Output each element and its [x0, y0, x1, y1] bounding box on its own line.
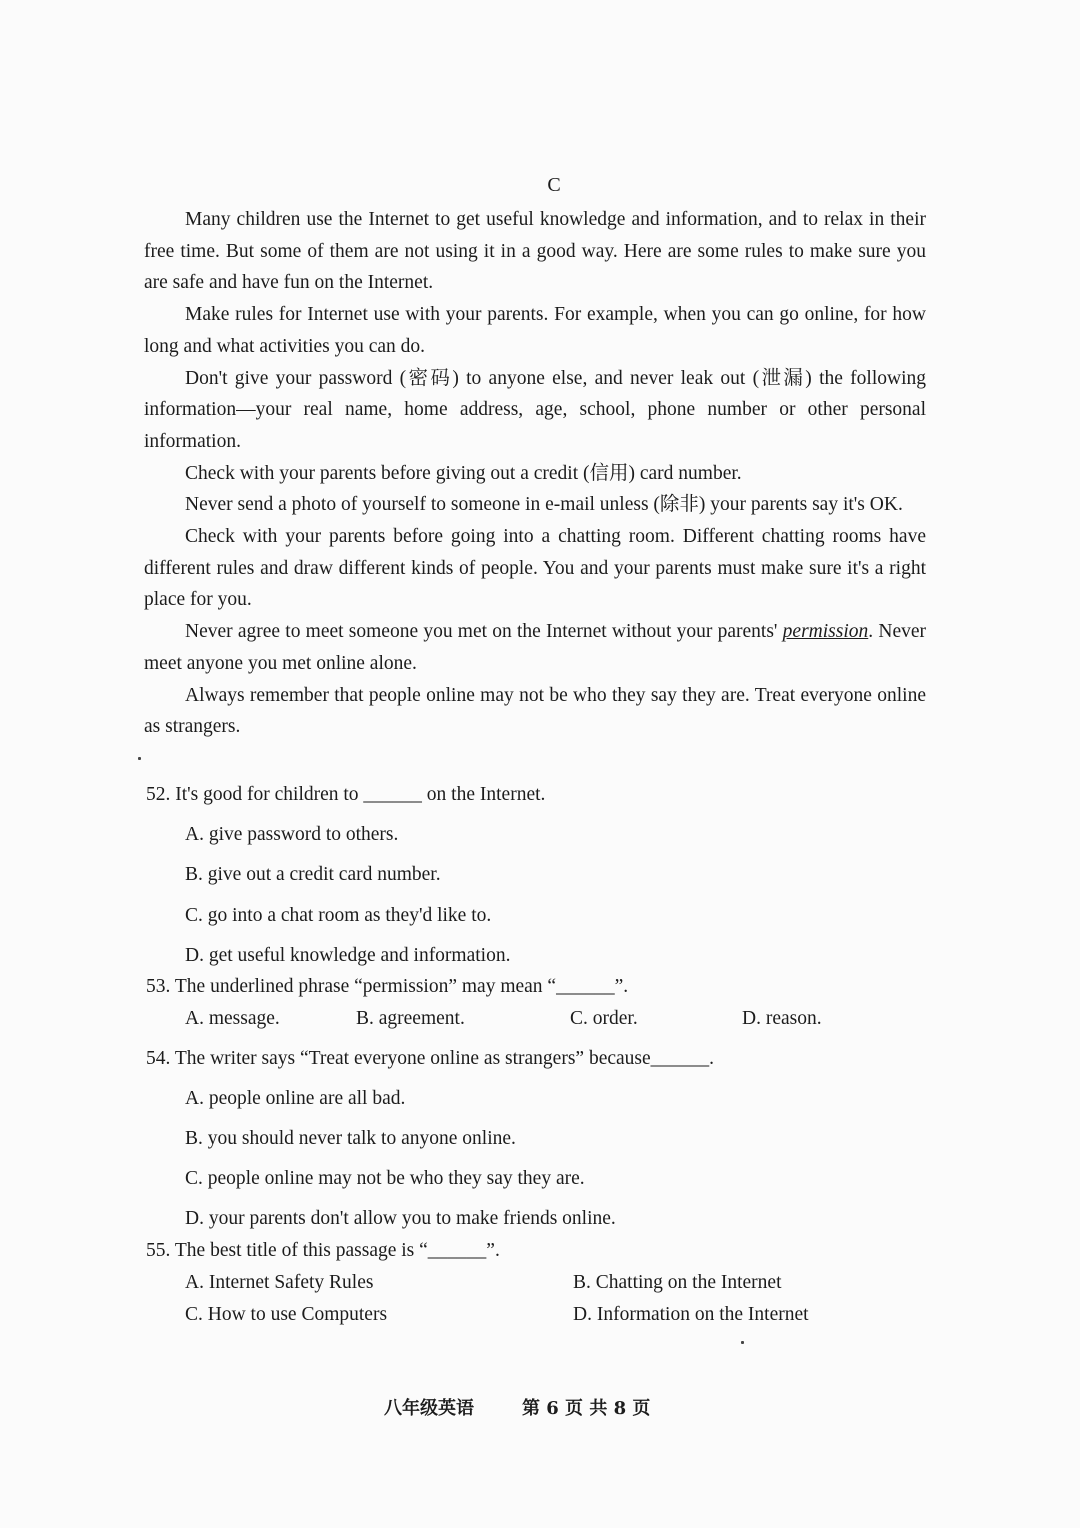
- section-heading: C: [547, 174, 561, 196]
- passage-paragraph-4: Check with your parents before giving out a credit (信用) card number.: [185, 462, 742, 484]
- question-53-stem: 53. The underlined phrase “permission” may mean “______”.: [146, 976, 629, 997]
- question-52-option-b: B. give out a credit card number.: [185, 864, 441, 885]
- question-53-option-b: B. agreement.: [356, 1008, 465, 1029]
- question-52-option-d: D. get useful knowledge and information.: [185, 945, 511, 966]
- question-54-option-b: B. you should never talk to anyone online.: [185, 1128, 516, 1149]
- passage-paragraph-8: Always remember that people online may not be who they say they are. Treat everyone online as strangers.: [144, 684, 926, 738]
- reading-passage: [144, 204, 926, 743]
- passage-paragraph-1: Many children use the Internet to get useful knowledge and information, and to relax in their free time. But some of them are not using it in a good way. Here are some rules to make sure you are safe and have fun on the Internet.: [144, 209, 926, 294]
- question-53-option-d: D. reason.: [742, 1008, 822, 1029]
- question-55-stem: 55. The best title of this passage is “______”.: [146, 1240, 500, 1261]
- passage-paragraph-3: Don't give your password (密码) to anyone else, and never leak out (泄漏) the following information—your real name, home address, age, school, phone number or other personal information.: [144, 367, 926, 452]
- question-54-option-c: C. people online may not be who they say they are.: [185, 1168, 585, 1189]
- question-55-option-a: A. Internet Safety Rules: [185, 1272, 374, 1293]
- question-53-option-c: C. order.: [570, 1008, 638, 1029]
- p7-text-before: Never agree to meet someone you met on the Internet without your parents': [185, 621, 783, 643]
- scan-speck: [138, 757, 141, 760]
- question-54-option-a: A. people online are all bad.: [185, 1088, 406, 1109]
- question-52-option-c: C. go into a chat room as they'd like to.: [185, 905, 492, 926]
- question-54-option-d: D. your parents don't allow you to make friends online.: [185, 1208, 616, 1229]
- underlined-word-permission: permission: [782, 621, 869, 643]
- question-54-stem: 54. The writer says “Treat everyone online as strangers” because______.: [146, 1048, 715, 1069]
- question-55-option-d: D. Information on the Internet: [573, 1304, 809, 1325]
- footer-page-number: 第 6 页 共 8 页: [522, 1398, 651, 1419]
- scan-speck: [741, 1341, 744, 1344]
- p7-text-after: . Never meet anyone you met online alone.: [144, 621, 926, 674]
- footer-subject: 八年级英语: [384, 1398, 474, 1419]
- passage-paragraph-5: Never send a photo of yourself to someone in e-mail unless (除非) your parents say it's OK.: [185, 494, 903, 516]
- question-55-option-b: B. Chatting on the Internet: [573, 1272, 782, 1293]
- question-53-option-a: A. message.: [185, 1008, 280, 1029]
- question-52-stem: 52. It's good for children to ______ on the Internet.: [146, 784, 546, 805]
- page-footer: [384, 1394, 698, 1420]
- question-55-option-c: C. How to use Computers: [185, 1304, 388, 1325]
- question-52-option-a: A. give password to others.: [185, 824, 399, 845]
- passage-paragraph-6: Check with your parents before going into a chatting room. Different chatting rooms have different rules and draw different kinds of people. You and your parents must make sure it's a right place for you.: [144, 526, 926, 611]
- passage-paragraph-7: [144, 616, 926, 679]
- passage-paragraph-2: Make rules for Internet use with your parents. For example, when you can go online, for how long and what activities you can do.: [144, 304, 926, 357]
